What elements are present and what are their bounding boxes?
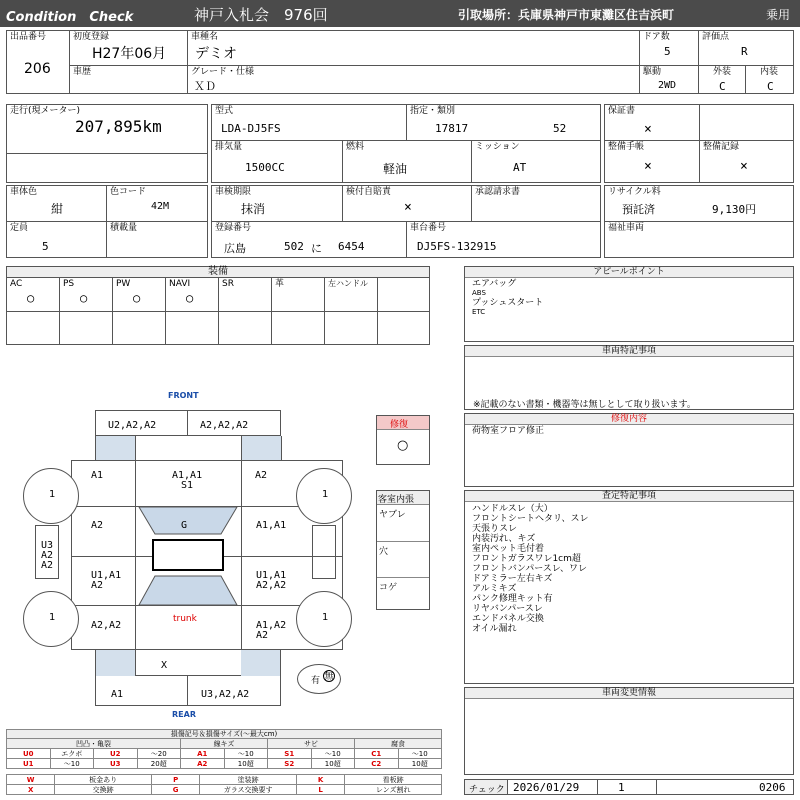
cabin-burn: コゲ: [379, 583, 398, 593]
first-reg-cell: 初度登録 H27年06月: [69, 30, 188, 66]
color-code-value: 42M: [151, 201, 170, 212]
grade-cell: グレード・仕様 ＸＤ: [187, 65, 640, 94]
mission-value: AT: [513, 161, 527, 174]
mark-front-bumper-l: U2,A2,A2: [108, 420, 157, 431]
grade-value: ＸＤ: [194, 80, 216, 93]
model-cell: 型式 LDA-DJ5FS: [211, 104, 407, 141]
mileage-extra-cell: [6, 153, 208, 183]
car-diagram: [0, 385, 460, 725]
exterior-cell: 外装 C: [698, 65, 746, 94]
lot-cell: 出品番号 206: [6, 30, 70, 94]
welfare-cell: 福祉車両: [604, 221, 794, 258]
car-name-value: デミオ: [195, 46, 237, 62]
displacement-cell: 排気量 1500CC: [211, 140, 343, 183]
header-bar: [0, 0, 800, 27]
repair-panel: 修復内容 荷物室フロア修正: [464, 413, 794, 487]
cabin-box: 客室内張 ヤブレ 穴 コゲ: [376, 490, 430, 610]
mileage-value: 207,895km: [75, 117, 162, 136]
warranty-extra-cell: [699, 104, 794, 141]
warranty-value: ×: [644, 122, 652, 137]
manual-cell: 整備手帳 ×: [604, 140, 700, 183]
equip-ac: AC ○: [6, 277, 60, 312]
fuel-cell: 燃料 軽油: [342, 140, 472, 183]
plate-number: 6454: [338, 240, 365, 253]
mark-rear-bumper-r: U3,A2,A2: [201, 689, 250, 700]
mark-door-rl: U1,A1 A2: [91, 570, 122, 591]
mark-door-rr: U1,A1 A2,A2: [256, 570, 287, 591]
chassis-cell: 車台番号 DJ5FS-132915: [406, 221, 601, 258]
tire-rear-right: 1: [296, 591, 352, 647]
model-value: LDA-DJ5FS: [221, 122, 281, 135]
mark-glass: G: [181, 520, 188, 531]
check-footer: チェック 2026/01/29 1 0206: [464, 779, 794, 795]
check-date: 2026/01/29: [513, 781, 580, 794]
mark-door-fr: A1,A1: [256, 520, 287, 531]
equip-lhd: 左ハンドル: [324, 277, 378, 312]
color-code-cell: 色コード 42M: [106, 185, 208, 222]
warranty-cell: 保証書 ×: [604, 104, 700, 141]
load-cell: 積載量: [106, 221, 208, 258]
inspection-value: 抹消: [241, 202, 266, 216]
spare-none-mark: 無: [324, 672, 334, 682]
grade-score-cell: 評価点 R: [698, 30, 794, 66]
brand-logo: Condition Check: [6, 10, 134, 25]
doors-cell: ドア数 5: [639, 30, 699, 66]
mark-front-bumper-r: A2,A2,A2: [200, 420, 249, 431]
changes-panel: 車両変更情報: [464, 687, 794, 775]
tire-front-left: 1: [23, 468, 79, 524]
exterior-value: C: [719, 80, 726, 93]
mark-fender-fr: A2: [255, 470, 268, 481]
cabin-glass: [135, 506, 241, 606]
color-value: 紺: [51, 202, 64, 216]
displacement-value: 1500CC: [245, 161, 285, 174]
doors-value: 5: [664, 45, 671, 58]
records-value: ×: [740, 159, 748, 174]
drive-value: 2WD: [658, 80, 677, 91]
grade-score-value: R: [741, 45, 748, 58]
mark-rear-gate: X: [161, 660, 168, 671]
color-cell: 車体色 紺: [6, 185, 107, 222]
special-panel: 車両特記事項 ※記載のない書類・機器等は無しとして取り扱います。: [464, 345, 794, 410]
equip-ps: PS ○: [59, 277, 113, 312]
appeal-list: エアバッグ ABS プッシュスタート ETC: [472, 279, 544, 316]
mark-rear-bumper-l: A1: [111, 689, 124, 700]
interior-value: C: [767, 80, 774, 93]
plate-cell: 登録番号 広島 502 に 6454: [211, 221, 407, 258]
spare-tire: 有 無: [297, 664, 341, 694]
equip-leather: 革: [271, 277, 325, 312]
manual-value: ×: [644, 159, 652, 174]
special-note: ※記載のない書類・機器等は無しとして取り扱います。: [473, 400, 696, 410]
insurance-value: ×: [404, 200, 412, 215]
mark-quarter-rl: A2,A2: [91, 620, 122, 631]
drive-cell: 駆動 2WD: [639, 65, 699, 94]
mark-door-fl: A2: [91, 520, 104, 531]
mark-rocker-l: U3 A2 A2: [41, 540, 54, 571]
repair-list: 荷物室フロア修正: [472, 426, 545, 436]
front-label: FRONT: [168, 391, 199, 400]
tire-rear-left: 1: [23, 591, 79, 647]
insurance-cell: 検付自賠責 ×: [342, 185, 472, 222]
cabin-hole: 穴: [379, 547, 389, 557]
mission-cell: ミッション AT: [471, 140, 601, 183]
check-code: 0206: [759, 781, 786, 794]
first-reg-value: H27年06月: [92, 46, 167, 62]
equipment-title: 装備: [6, 266, 430, 278]
mileage-cell: 走行(現メーター) 207,895km: [6, 104, 208, 154]
car-name-cell: 車種名 デミオ: [187, 30, 640, 66]
recycle-cell: リサイクル料 預託済 9,130円: [604, 185, 794, 222]
mark-fender-fl: A1: [91, 470, 104, 481]
plate-class: 502: [284, 240, 304, 253]
lot-number: 206: [24, 61, 51, 77]
fuel-value: 軽油: [383, 162, 408, 176]
capacity-value: 5: [42, 240, 49, 253]
check-count: 1: [618, 781, 625, 794]
chassis-value: DJ5FS-132915: [417, 240, 497, 253]
inspection-notes-list: ハンドルスレ（大） フロントシートヘタリ、スレ 天張りスレ 内装汚れ、キズ 室内ペット毛付着 フロントガラスワレ1cm超 フロントバンパースレ、ワレ ドアミラー左右キズ アルミキズ パンク修理キット有 リヤバンパースレ エンドパネル交換 オイル漏れ: [472, 504, 589, 634]
auction-title: 神戸入札会 976回: [194, 6, 328, 24]
equip-sr: SR: [218, 277, 272, 312]
recycle-status: 預託済: [622, 203, 655, 216]
interior-cell: 内装 C: [745, 65, 794, 94]
inspection-notes-panel: 査定特記事項 ハンドルスレ（大） フロントシートヘタリ、スレ 天張りスレ 内装汚れ、キズ 室内ペット毛付着 フロントガラスワレ1cm超 フロントバンパースレ、ワレ ドアミラー左右キズ アルミキズ パンク修理キット有 リヤバンパースレ エンドパネル交換 オイル漏れ: [464, 490, 794, 684]
recycle-amount: 9,130円: [712, 203, 757, 216]
approval-cell: 承認請求書: [471, 185, 601, 222]
records-cell: 整備記録 ×: [699, 140, 794, 183]
equipment-table: [6, 277, 430, 345]
inspection-cell: 車検期限 抹消: [211, 185, 343, 222]
pickup-location: 引取場所：兵庫県神戸市東灘区住吉浜町: [458, 8, 675, 22]
designation-cell: 指定・類別 17817 52: [406, 104, 601, 141]
mark-quarter-rr: A1,A2 A2: [256, 620, 287, 641]
mark-hood: A1,A1 S1: [172, 470, 203, 491]
usage-type: 乗用: [766, 8, 791, 22]
appeal-panel: アピールポイント エアバッグ ABS プッシュスタート ETC: [464, 266, 794, 342]
tire-front-right: 1: [296, 468, 352, 524]
plate-kana: に: [311, 242, 322, 255]
cabin-tear: ヤブレ: [379, 510, 406, 520]
plate-area: 広島: [224, 242, 246, 255]
repair-box: 修復 ○: [376, 415, 430, 465]
history-cell: 車歴: [69, 65, 188, 94]
rear-label: REAR: [172, 710, 196, 719]
trunk-label: trunk: [173, 614, 197, 624]
equip-navi: NAVI ○: [165, 277, 219, 312]
capacity-cell: 定員 5: [6, 221, 107, 258]
designation-value: 17817: [435, 122, 469, 135]
repair-mark: ○: [397, 438, 409, 453]
category-value: 52: [553, 122, 567, 135]
equip-pw: PW ○: [112, 277, 166, 312]
